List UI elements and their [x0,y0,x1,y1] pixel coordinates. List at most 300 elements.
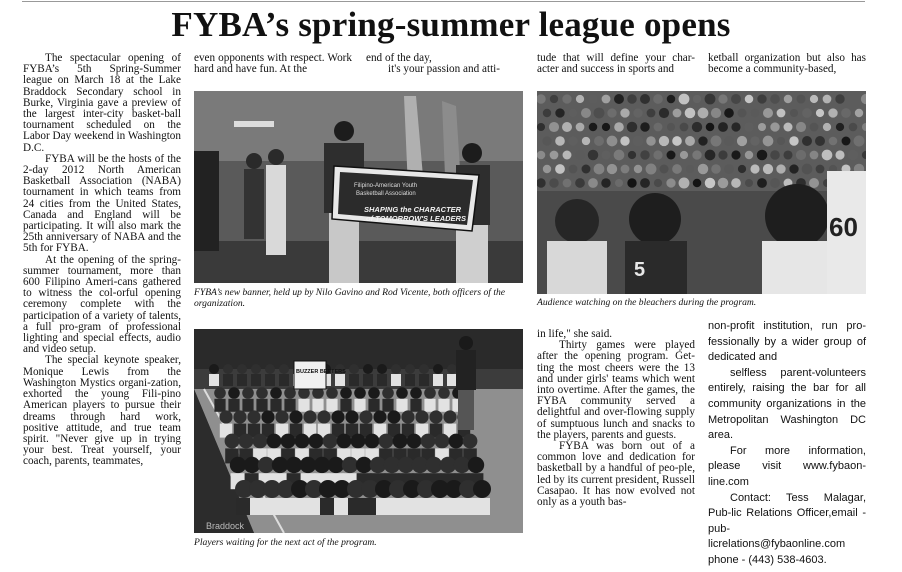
player-head [363,364,373,374]
crowd-head [543,165,551,173]
column-1 [23,53,181,468]
player-body [265,374,275,386]
player-head [331,410,344,423]
player-head [279,364,289,374]
col1-paragraph-1: The spectacular opening of FYBA’s 5th Spring-Summer league on March 18 at the Lake Braddock Secondary school in Burke, Virginia gave a preview of the largest inter-city basket-ball tournament scheduled on the Labor Day weekend in Washington D.C. [23,52,181,154]
crowd-head [581,108,591,118]
crowd-head [659,136,669,146]
player-head [424,387,436,399]
crowd-head [745,179,753,187]
player-head [396,387,408,399]
player-body [298,399,309,412]
player-body [404,498,420,515]
col3-top-line-2: it's your passion and atti- [388,63,501,76]
crowd-head [653,150,662,159]
crowd-head [802,164,813,175]
player-body [256,399,267,412]
jersey-number-5: 5 [634,259,646,281]
crowd-head [633,108,642,117]
player-body [250,498,266,515]
crowd-head [763,108,773,118]
player-body [278,498,294,515]
crowd-head [562,94,571,103]
player-head [247,410,260,423]
crowd-head [823,95,832,104]
crowd-head [790,109,798,117]
crowd-head [588,94,598,104]
player-head [468,457,484,473]
crowd-head [555,136,565,146]
crowd-head [789,164,798,173]
player-head [419,364,429,374]
crowd-head [568,136,578,146]
crowd-head [784,95,792,103]
player-body [391,374,401,386]
player-head [309,434,324,449]
crowd-head [607,164,617,174]
crowd-head [679,94,690,105]
player-body [237,374,247,386]
crowd-head [667,123,675,131]
player-head [351,434,366,449]
crowd-head [829,137,838,146]
player-body [376,498,392,515]
player-body [363,374,373,386]
crowd-head [588,150,598,160]
player-body [236,498,252,515]
crowd-head [770,178,780,188]
col1-paragraph-2: FYBA will be the hosts of the 2-day 2012 North American Basketball Association (NABA) tournament in which teams from 24 cities from the United States, Canada and England will be participating. It will also mark the 25th anniversary of NABA and the 5th for FYBA. [23,152,181,255]
player-body [214,399,225,412]
col4-paragraph-2: FYBA was born out of a common love and dedication for basketball by a handful of peo-ple, led by its current president, Russell Casapao. It has now evolved not only as a youth bas- [537,440,695,509]
player-body [432,498,448,515]
player-head [223,364,233,374]
player-body [264,498,280,515]
crowd-head [679,178,690,189]
player-head [370,457,386,473]
crowd-head [796,94,805,103]
crowd-head [854,136,865,147]
crowd-head [602,95,611,104]
crowd-head [582,137,590,145]
player-head [454,457,470,473]
player-head [410,387,422,399]
player-head [435,434,450,449]
player-head [265,364,275,374]
crowd-head [698,108,709,119]
player-body [396,399,407,412]
player-head [401,410,414,423]
crowd-head [673,109,682,118]
column-5-lower [708,319,866,569]
player-head [342,457,358,473]
player-body [348,498,364,515]
player-head [377,364,387,374]
crowd-head [607,108,616,117]
crowd-head [750,164,759,173]
crowd-head [575,178,585,188]
player-body [312,399,323,412]
crowd-head [718,94,727,103]
crowd-head [744,122,753,131]
crowd-head [731,122,740,131]
crowd-head [654,179,662,187]
crowd-head [647,109,656,118]
player-head [242,387,254,399]
crowd-head [848,94,858,104]
player-head [275,410,288,423]
headline: FYBA’s spring-summer league opens [171,5,731,44]
player-head [412,457,428,473]
player-head [373,410,386,423]
player-head [473,480,491,498]
crowd-head [542,136,551,145]
crowd-head [569,109,577,117]
player-head [415,410,428,423]
player-body [340,399,351,412]
crowd-head [640,150,649,159]
crowd-head [582,165,591,174]
player-head [433,364,443,374]
crowd-head [706,123,714,131]
player-body [292,498,308,515]
crowd-head [654,123,663,132]
player-body [438,399,449,412]
crowd-head [614,150,625,161]
banner-text-line-4: of TOMORROW'S LEADERS [366,214,466,223]
crowd-head [738,109,747,118]
crowd-head [640,122,649,131]
player-head [379,434,394,449]
crowd-head [628,151,636,159]
player-head [426,457,442,473]
player-head [359,410,372,423]
player-body [320,498,336,515]
crowd-head [549,178,558,187]
col5-paragraph-2: For more information, please visit www.fybaon-line.com [708,444,866,488]
player-body [382,399,393,412]
player-body [368,399,379,412]
caption-players: Players waiting for the next act of the program. [194,537,377,548]
player-body [446,498,462,515]
player-body [354,399,365,412]
col5-paragraph-1: selfless parent-volunteers entirely, raising the bar for all community organizations in the Metropolitan Washington DC area. [708,366,866,442]
crowd-head [841,108,851,118]
player-head [337,434,352,449]
player-head [219,410,232,423]
crowd-head [810,151,819,160]
player-head [368,387,380,399]
crowd-head [770,122,779,131]
crowd-head [692,122,702,132]
crowd-head [569,165,578,174]
player-head [365,434,380,449]
caption-audience: Audience watching on the bleachers during the program. [537,297,757,308]
player-head [405,364,415,374]
player-body [251,374,261,386]
crowd-head [672,164,682,174]
player-head [230,457,246,473]
player-head [228,387,240,399]
player-head [407,434,422,449]
crowd-head [653,94,663,104]
col1-paragraph-3: At the opening of the spring-summer tournament, more than 600 Filipino Ameri-cans gathered to witness the col-orful opening ceremony complete with the participation of a variety of talents, a full pro-gram of professional lighting and special effects, audio and video setup. [23,253,181,356]
crowd-head [550,151,559,160]
player-body [362,498,378,515]
player-body [279,374,289,386]
crowd-head [823,123,831,131]
col3-top-line-1: end of the day, [366,52,432,64]
player-head [326,387,338,399]
player-head [233,410,246,423]
player-head [317,410,330,423]
player-head [354,387,366,399]
crowd-head [685,136,695,146]
crowd-head [555,108,564,117]
crowd-head [620,108,629,117]
crowd-head [594,108,605,119]
crowd-head [659,164,668,173]
player-head [244,457,260,473]
player-body [433,374,443,386]
crowd-head [601,150,610,159]
crowd-head [776,164,785,173]
player-head [295,434,310,449]
crowd-head [783,150,792,159]
col1-paragraph-4: The special keynote speaker, Monique Lewis from the Washington Mystics organi-zation, exhorted the young Fili-pino American players to pursue their dreams through hard work, positive attitude, and true team spirit. "Never give up in trying your best. Treat yourself, your coach, parents, teammates, [23,354,181,468]
crowd-head [810,95,818,103]
crowd-head [796,150,806,160]
player-head [387,410,400,423]
player-head [328,457,344,473]
player-head [303,410,316,423]
player-head [391,364,401,374]
player-head [237,364,247,374]
column-4-lower [537,329,695,508]
player-head [272,457,288,473]
player-body [418,498,434,515]
player-body [209,374,219,386]
player-head [239,434,254,449]
crowd-head [563,151,572,160]
player-head [251,364,261,374]
crowd-head [627,122,638,133]
crowd-head [738,165,746,173]
player-body [228,399,239,412]
crowd-head [576,123,585,132]
crowd-head [562,122,572,132]
crowd-head [828,108,837,117]
player-body [410,399,421,412]
crowd-head [601,178,610,187]
crowd-head [718,122,728,132]
crowd-head [802,108,812,118]
photo-audience [537,91,866,294]
crowd-head [711,136,722,147]
crowd-head [758,123,766,131]
crowd-head [666,178,675,187]
column-5-top [708,53,866,75]
crowd-head [809,178,819,188]
player-head [286,457,302,473]
player-head [463,434,478,449]
player-head [225,434,240,449]
crowd-head [750,136,760,146]
player-head [209,364,219,374]
column-3-top [366,53,524,75]
player-head [421,434,436,449]
player-head [261,410,274,423]
crowd-head [575,150,585,160]
player-head [429,410,442,423]
crowd-head [602,123,610,131]
crowd-head [693,95,701,103]
player-body [447,374,457,386]
crowd-head [751,109,760,118]
col5-paragraph-0: non-profit institution, run pro-fessionally by a wider group of dedicated and [708,320,866,364]
crowd-head [646,136,655,145]
player-body [424,399,435,412]
crowd-head [711,108,721,118]
player-body [335,374,345,386]
crowd-head [724,136,734,146]
crowd-head [607,136,618,147]
crowd-head [621,165,630,174]
crowd-head [698,136,707,145]
crowd-head [822,150,833,161]
crowd-head [589,123,598,132]
player-body [390,498,406,515]
jersey-number-60: 60 [829,212,858,242]
crowd-head [815,136,825,146]
player-body [306,498,322,515]
banner-text-line-3: SHAPING the CHARACTER [364,205,462,214]
sign-buzzer-beeters: BUZZER BEETERS [296,369,346,375]
crowd-head [620,136,629,145]
crowd-head [848,150,858,160]
col4-paragraph-0: in life," she said. [537,328,613,340]
crowd-head [550,95,558,103]
crowd-head [777,137,785,145]
crowd-head [842,137,851,146]
player-head [384,457,400,473]
crowd-head [802,136,812,146]
player-body [377,374,387,386]
player-head [300,457,316,473]
crowd-head [745,95,754,104]
col4-paragraph-1: Thirty games were played after the opening program. Get-ting the most cheers were the 13 and under girls' teams which went into overtime. After the games, the FYBA community served a delightful and over-flowing supply of sumptuous lunch and snacks to the players, parents and guests. [537,339,695,441]
player-head [349,364,359,374]
crowd-head [615,179,623,187]
crowd-head [705,178,716,189]
player-head [345,410,358,423]
player-body [419,374,429,386]
player-head [438,387,450,399]
player-head [340,387,352,399]
crowd-head [672,136,682,146]
player-body [349,374,359,386]
column-4-top [537,53,695,75]
crowd-head [659,108,669,118]
crowd-head [549,122,559,132]
column-2-top [194,53,352,75]
player-body [270,399,281,412]
crowd-head [627,178,636,187]
player-body [326,399,337,412]
player-head [256,387,268,399]
crowd-head [757,178,767,188]
player-head [314,457,330,473]
crowd-head [563,179,572,188]
crowd-head [594,136,604,146]
player-head [382,387,394,399]
crowd-head [835,150,844,159]
player-head [267,434,282,449]
crowd-head [705,150,716,161]
crowd-head [731,178,741,188]
player-head [440,457,456,473]
crowd-head [640,178,650,188]
player-body [223,374,233,386]
player-head [393,434,408,449]
crowd-head [816,109,824,117]
crowd-head [836,123,844,131]
player-head [270,387,282,399]
player-head [258,457,274,473]
crowd-head [763,164,773,174]
banner-text-line-2: Basketball Association [356,191,416,197]
crowd-head [770,94,780,104]
player-head [289,410,302,423]
crowd-head [757,150,768,161]
col4-top-text: tude that will define your char-acter and success in sports and [537,52,695,76]
crowd-head [576,95,584,103]
crowd-head [686,165,694,173]
crowd-head [737,136,747,146]
crowd-head [849,123,858,132]
player-head [323,434,338,449]
crowd-head [731,94,741,104]
crowd-head [627,94,636,103]
crowd-head [718,178,729,189]
crowd-head [537,123,545,131]
crowd-head [731,150,740,159]
crowd-head [692,150,701,159]
crowd-head [777,109,786,118]
crowd-head [698,164,708,174]
crowd-head [667,95,676,104]
crowd-head [718,150,727,159]
col2-top-text: even opponents with respect. Work hard and have fun. At the [194,52,352,76]
crowd-head [757,94,766,103]
crowd-head [705,94,716,105]
photo-banner [194,91,523,283]
player-head [398,457,414,473]
crowd-head [588,178,598,188]
photo-players [194,329,523,533]
player-body [474,498,490,515]
crowd-head [745,151,753,159]
crowd-head [614,94,624,104]
crowd-head [724,108,734,118]
caption-banner: FYBA’s new banner, held up by Nilo Gavino and Rod Vicente, both officers of the organization. [194,287,506,309]
crowd-head [724,164,734,174]
player-head [281,434,296,449]
player-body [405,374,415,386]
player-head [449,434,464,449]
crowd-head [835,94,844,103]
crowd-head [770,150,780,160]
